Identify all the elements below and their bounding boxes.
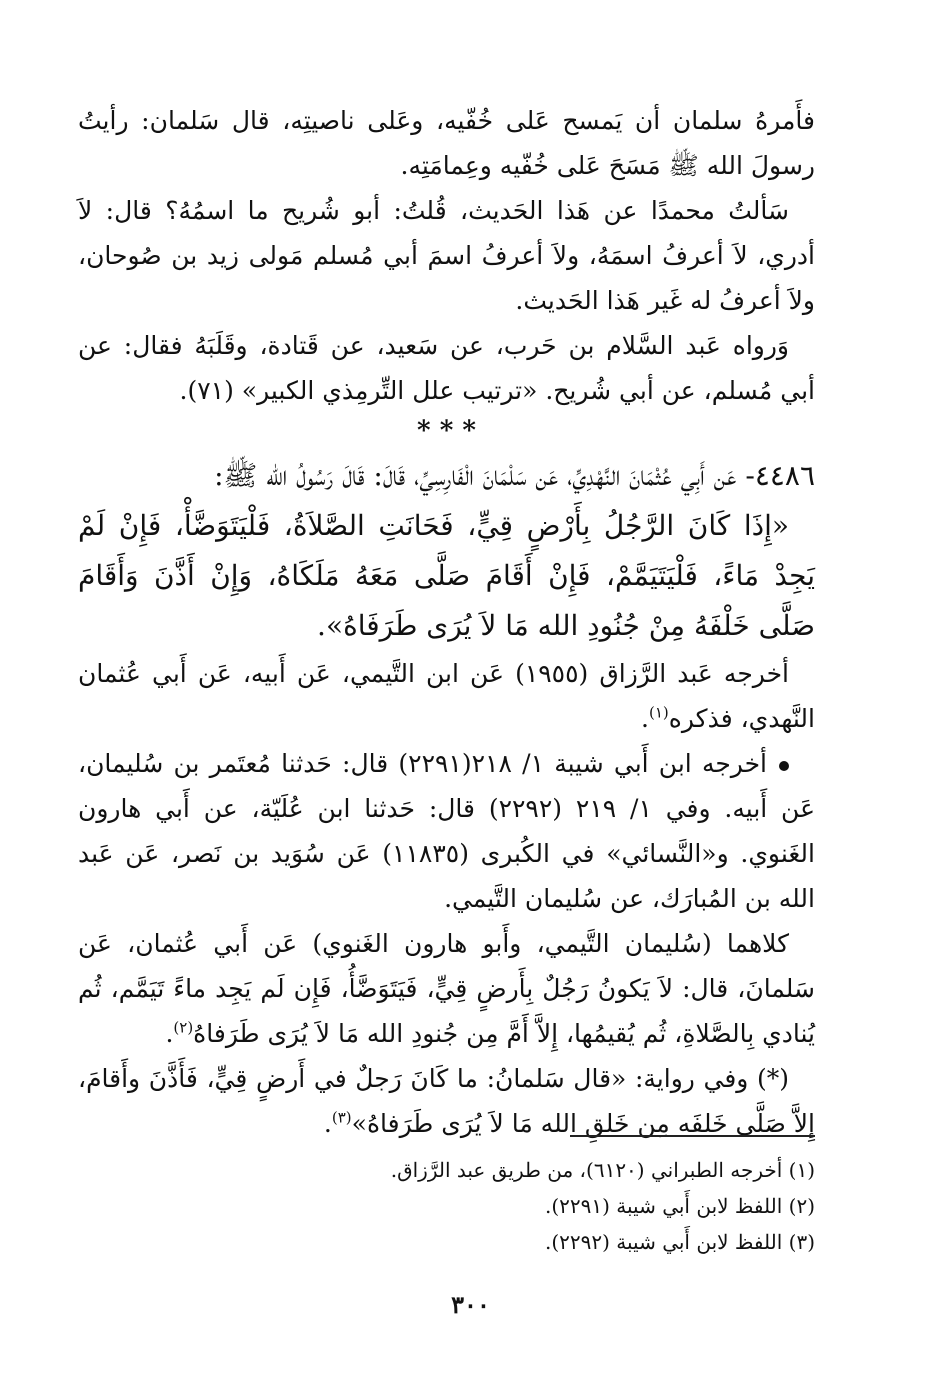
- paragraph-2: سَألتُ محمدًا عن هَذا الحَديث، قُلتُ: أبو شُريح ما اسمُهُ؟ قال: لاَ أدري، لاَ أعرفُ اسمَهُ، ولاَ أعرفُ اسمَ أبي مُسلم مَولى زيد بن صُوحان، ولاَ أعرفُ له غَير هَذا الحَديث.: [78, 196, 815, 315]
- paragraph-5-text: أخرجه ابن أَبي شيبة ١/ ٢١٨(٢٢٩١) قال: حَدثنا مُعتَمر بن سُليمان، عَن أَبيه. وفي ١/ ٢١٩ (٢٢٩٢) قال: حَدثنا ابن عُلَيّة، عن أَبي هارون الغَنوي. و«النَّسائي» في الكُبرى (١١٨٣٥) عَن سُوَيد بن نَصر، عَن عَبد الله بن المُبارَك، عن سُليمان التَّيمي.: [78, 749, 815, 913]
- footnote-3: (٣) اللفظ لابن أَبي شيبة (٢٢٩٢).: [544, 1230, 815, 1254]
- paragraph-6-text: كلاهما (سُليمان التَّيمي، وأَبو هارون الغَنوي) عَن أَبي عُثمان، عَن سَلمانَ، قال: لاَ يَكونُ رَجُلٌ بِأَرضٍ قِيٍّ، فَيَتَوَضَّأُ، فَإِن لَم يَجِد ماءً تَيَمَّم، ثُم يُنادي بِالصَّلاةِ، ثُم يُقيمُها، إِلاَّ أَمَّ مِن جُنودِ الله مَا لاَ يُرَى طَرَفاهُ: [78, 929, 815, 1048]
- section-separator: * * *: [417, 416, 476, 446]
- paragraph-1: فأَمرهُ سلمان أن يَمسح عَلى خُفّيه، وعَلى ناصيتِه، قال سَلمان: رأيتُ رسولَ الله ﷺ مَسَحَ عَلى خُفّيه وعِمامَتِه.: [78, 106, 815, 180]
- paragraph-6: كلاهما (سُليمان التَّيمي، وأَبو هارون الغَنوي) عَن أَبي عُثمان، عَن سَلمانَ، قال: لاَ يَكونُ رَجُلٌ بِأَرضٍ قِيٍّ، فَيَتَوَضَّأُ، فَإِن لَم يَجِد ماءً تَيَمَّم، ثُم يُنادي بِالصَّلاةِ، ثُم يُقيمُها، إِلاَّ أَمَّ مِن جُنودِ الله مَا لاَ يُرَى طَرَفاهُ$^{(٢)}$.: [78, 929, 815, 1048]
- footnote-divider: [570, 1135, 815, 1137]
- paragraph-4: أخرجه عَبد الرَّزاق (١٩٥٥) عَن ابن التَّيمي، عَن أَبيه، عَن أَبي عُثمان النَّهدي، فذكره$^{(١)}$.: [78, 659, 815, 733]
- footnote-ref-2[interactable]: (٢): [173, 1018, 194, 1037]
- paragraph-7: (*) وفي رواية: «قال سَلمانُ: ما كَانَ رَجلٌ في أَرضٍ قِيٍّ، فَأَذَّنَ وأَقامَ، إِلاَّ صَلَّى خَلفَه مِن خَلقِ الله مَا لاَ يُرَى طَرَفاهُ»$^{(٣)}$.: [78, 1064, 815, 1138]
- main-text: [78, 98, 815, 1146]
- footnote-2: (٢) اللفظ لابن أَبي شيبة (٢٢٩١).: [544, 1194, 815, 1218]
- footnote-ref-1[interactable]: (١): [649, 703, 669, 722]
- footnote-1: (١) أخرجه الطبراني (٦١٢٠)، من طريق عبد الرَّزاق.: [390, 1158, 815, 1182]
- paragraph-5: [78, 741, 815, 921]
- page-number: ٣٠٠: [451, 1290, 490, 1319]
- paragraph-7-text: (*) وفي رواية: «قال سَلمانُ: ما كَانَ رَجلٌ في أَرضٍ قِيٍّ، فَأَذَّنَ وأَقامَ، إِلاَّ صَلَّى خَلفَه مِن خَلقِ الله مَا لاَ يُرَى طَرَفاهُ»: [78, 1064, 815, 1138]
- hadith-heading: ٤٤٨٦- عَن أَبِي عُثْمَانَ النَّهْدِيِّ، عَن سَلْمَانَ الْفَارِسِيِّ، قَالَ: قَالَ رَسُولُ الله ﷺ:: [214, 459, 815, 492]
- bullet-icon: [779, 761, 789, 771]
- footnotes: [78, 1152, 815, 1260]
- paragraph-4-text: أخرجه عَبد الرَّزاق (١٩٥٥) عَن ابن التَّيمي، عَن أَبيه، عَن أَبي عُثمان النَّهدي، فذكره: [78, 659, 815, 733]
- paragraph-3: وَرواه عَبد السَّلام بن حَرب، عن سَعيد، عن قَتادة، وقَلَبَهُ فقال: عن أبي مُسلم، عن أبي شُريح. «ترتيب علل التِّرمِذي الكبير» (٧١).: [78, 331, 815, 405]
- footnote-ref-3[interactable]: (٣): [331, 1108, 352, 1127]
- hadith-text: «إِذَا كَانَ الرَّجُلُ بِأَرْضٍ قِيٍّ، فَحَانَتِ الصَّلاَةُ، فَلْيَتَوَضَّأْ، فَإِنْ لَمْ يَجِدْ مَاءً، فَلْيَتَيَمَّمْ، فَإِنْ أَقَامَ صَلَّى مَعَهُ مَلَكَاهُ، وَإِنْ أَذَّنَ وَأَقَامَ صَلَّى خَلْفَهُ مِنْ جُنُودِ الله مَا لاَ يُرَى طَرَفَاهُ».: [78, 509, 815, 642]
